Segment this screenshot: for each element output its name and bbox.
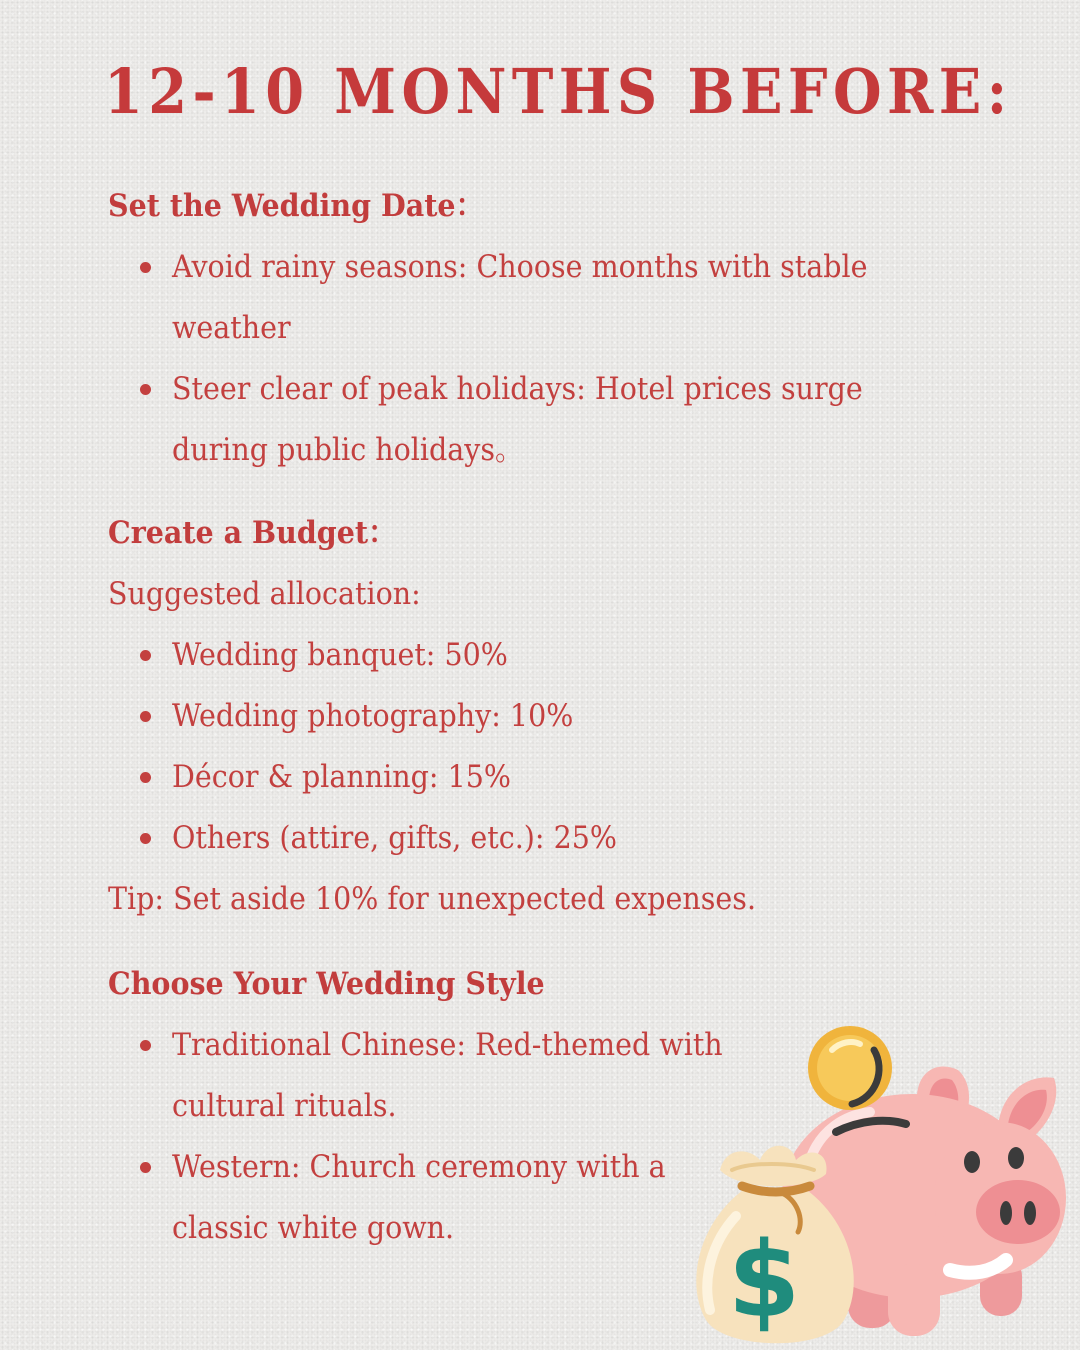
list-item-text: Wedding photography: 10% [172,698,574,734]
bullet-dot [140,1162,151,1173]
list-item [108,747,988,808]
budget-intro: Suggested allocation: [108,576,421,612]
piggy-bank-illustration [680,1020,1080,1350]
list-item [108,625,988,686]
bullet-dot [140,384,151,395]
section-spacer [108,930,988,954]
list-item-text: Steer clear of peak holidays: Hotel prices surge during public holidays。 [172,371,863,468]
list-item-text: Décor & planning: 15% [172,759,511,795]
list-item-text: Western: Church ceremony with a classic white gown. [172,1149,666,1246]
list-item-text: Others (attire, gifts, etc.): 25% [172,820,617,856]
list-item-text: Avoid rainy seasons: Choose months with stable weather [172,249,868,346]
page-title: 12-10 MONTHS BEFORE: [104,55,1013,128]
list-item-text: Traditional Chinese: Red-themed with cultural rituals. [172,1027,723,1124]
bullet-dot [140,1040,151,1051]
list-item [108,359,988,481]
list-item [108,237,988,359]
gold-coin-icon [808,1026,892,1110]
list-item-text: Wedding banquet: 50% [172,637,508,673]
bullet-dot [140,650,151,661]
dollar-symbol: $ [727,1219,801,1341]
bullet-dot [140,711,151,722]
section-heading-budget: Create a Budget： [108,515,397,551]
section-heading-wedding-style: Choose Your Wedding Style [108,966,545,1002]
list-item [108,808,988,869]
bullet-dot [140,772,151,783]
wedding-date-list [108,237,988,481]
bullet-dot [140,833,151,844]
budget-allocation-list [108,625,988,869]
section-spacer [108,481,988,503]
list-item [108,686,988,747]
section-heading-wedding-date: Set the Wedding Date： [108,188,485,224]
budget-tip: Tip: Set aside 10% for unexpected expenses. [108,881,757,917]
bullet-dot [140,262,151,273]
